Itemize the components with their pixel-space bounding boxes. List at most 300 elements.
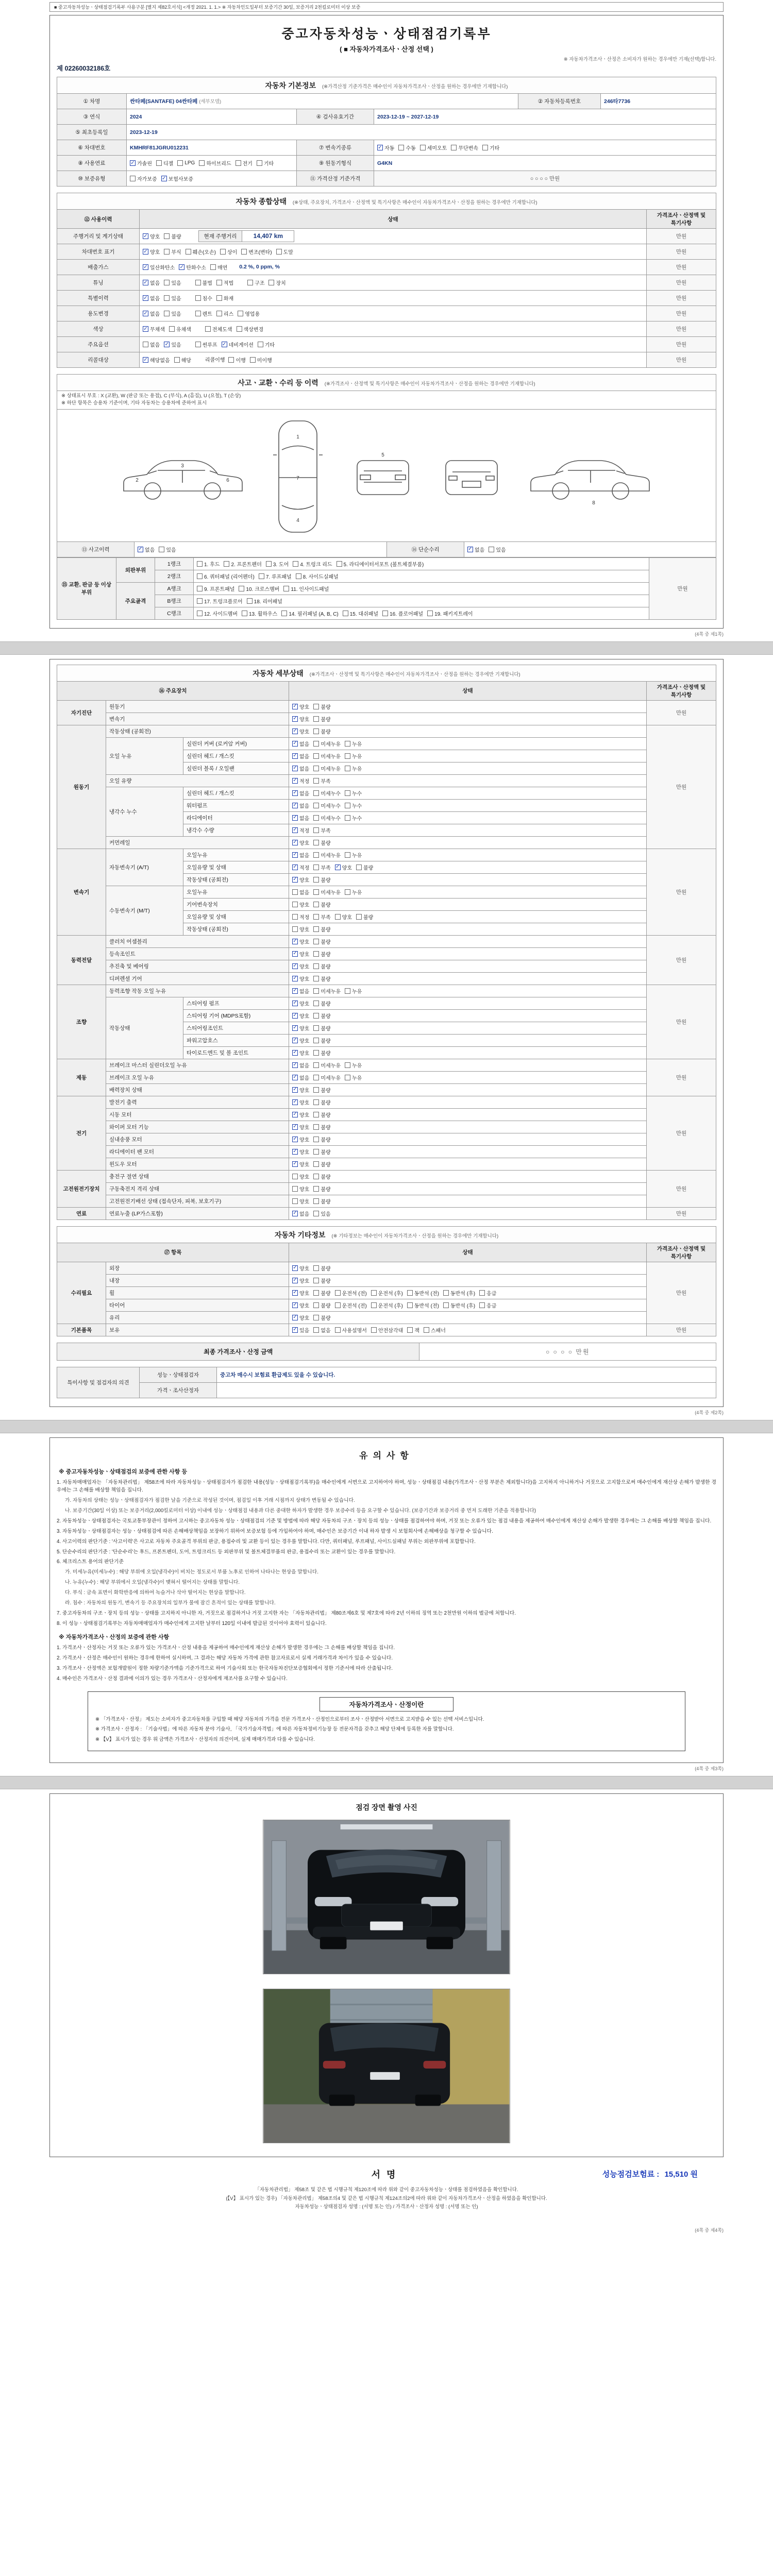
checkbox-option[interactable]: 썬루프	[195, 341, 217, 348]
cell: 와이퍼 모터 기능	[106, 1121, 289, 1133]
cell: 만원	[647, 725, 716, 849]
usage-label: 용도변경	[57, 306, 140, 321]
checkbox-option[interactable]: 없음	[292, 888, 309, 896]
checkbox-option[interactable]: 전기	[236, 159, 253, 167]
checkbox-option[interactable]: ✓ 없음	[143, 295, 160, 302]
cell	[289, 1009, 647, 1022]
reg-no-label: ② 자동차등록번호	[518, 94, 601, 109]
cell: 변속기	[106, 713, 289, 725]
cell: 오일누유	[183, 886, 289, 898]
checkbox-option[interactable]: 응급	[479, 1289, 496, 1297]
note-line: 8. 이 성능ㆍ상태점검기록부는 자동차매매업자가 매수인에게 고지한 날부터 120일 이내에 발급된 것이어야 효력이 있습니다.	[57, 1620, 327, 1626]
checkbox-option[interactable]: 불법	[195, 279, 212, 286]
checkbox-option[interactable]: ✓ 양호	[293, 728, 310, 735]
checkbox-option[interactable]: 누유	[345, 752, 362, 760]
checkbox-option[interactable]: 있음	[164, 279, 181, 286]
checkbox-option[interactable]: ✓ 양호	[293, 1111, 310, 1118]
checkbox-option[interactable]: 색상변경	[237, 325, 264, 333]
checkbox-option[interactable]: 매연	[210, 263, 227, 271]
device-highvoltage: 고전원전기장치	[57, 1170, 106, 1207]
checkbox-option[interactable]: ✓ 양호	[293, 1148, 310, 1156]
checkbox-option[interactable]: 불량	[313, 975, 330, 982]
cell	[194, 582, 649, 595]
cell: 작동상태 (공회전)	[183, 923, 289, 935]
checkbox-option[interactable]: ✓ 양호	[293, 1161, 310, 1168]
checkbox-option[interactable]: 미세누유	[313, 1074, 341, 1081]
diagram-num-radiator-support: 5	[381, 452, 384, 458]
cell	[289, 713, 647, 725]
checkbox-option[interactable]: ✓ 없음	[293, 753, 310, 760]
cell: 자동변속기 (A/T)	[106, 849, 183, 886]
checkbox-option[interactable]: 디젤	[156, 159, 173, 167]
vin-value: KMHRF81JGRU012231	[127, 140, 297, 156]
checkbox-option[interactable]: ✓ 탄화수소	[179, 264, 206, 271]
notices-list-2	[57, 1644, 716, 1683]
checkbox-option[interactable]: 불량	[313, 950, 330, 958]
checkbox-option[interactable]: 5. 라디에이터서포트 (볼트체결부품)	[337, 560, 424, 568]
warranty-label: ⑩ 보증유형	[57, 171, 127, 187]
checkbox-option[interactable]: ✓ 가솔린	[130, 160, 152, 167]
accident-flags-table	[57, 541, 716, 557]
checkbox-option[interactable]: 동반석 (후)	[443, 1289, 475, 1297]
checkbox-option[interactable]: ✓ 양호	[293, 1277, 310, 1284]
checkbox-option[interactable]: 누유	[345, 740, 362, 748]
checkbox-option[interactable]: 15. 대쉬패널	[343, 609, 378, 617]
cell	[289, 935, 647, 947]
checkbox-option[interactable]: ✓ 양호	[143, 248, 160, 256]
checkbox-option[interactable]: ✓ 양호	[293, 975, 310, 982]
checkbox-option[interactable]: 불량	[313, 1289, 330, 1297]
table-row	[57, 1274, 716, 1286]
cell	[194, 595, 649, 607]
checkbox-option[interactable]: ✓ 양호	[293, 839, 310, 846]
cell: 2랭크	[155, 570, 194, 582]
emission-value: 0.2 %, 0 ppm, %	[239, 264, 280, 270]
checkbox-option[interactable]: 양호	[335, 913, 352, 921]
checkbox-option[interactable]: 18. 리어패널	[247, 597, 282, 605]
row-usage-change	[57, 306, 716, 321]
checkbox-option[interactable]: 불량	[313, 1136, 330, 1143]
checkbox-option[interactable]: ✓ 적정	[293, 864, 310, 871]
checkbox-option[interactable]: 도말	[276, 248, 293, 256]
checkbox-option[interactable]: 렌트	[195, 310, 212, 317]
checkbox-option[interactable]: 있음	[159, 546, 176, 553]
checkbox-option[interactable]: 기타	[482, 144, 499, 151]
amount-cell: 만원	[647, 337, 716, 352]
cell: 실린더 블록 / 오일팬	[183, 762, 289, 774]
checkbox-option[interactable]: 운전석 (후)	[371, 1301, 403, 1309]
note-line: 2. 가격조사ㆍ산정은 매수인이 원하는 경우에 한하여 실시하며, 그 결과는 해당 자동차 가격에 관한 참고자료로서 실제 거래가격과 차이가 있을 수 있습니다.	[57, 1655, 393, 1662]
table-row	[57, 595, 716, 607]
checkbox-option[interactable]: 안전삼각대	[371, 1326, 403, 1334]
checkbox-option[interactable]: 리스	[216, 310, 233, 317]
checkbox-option[interactable]: ✓ 양호	[293, 1037, 310, 1044]
checkbox-option[interactable]: 불량	[164, 232, 181, 240]
checkbox-option[interactable]: 불량	[313, 1277, 330, 1284]
valid-label: ④ 검사유효기간	[297, 109, 374, 125]
option-label: 주요옵션	[57, 337, 140, 352]
checkbox-option[interactable]: ✓ 없음	[293, 1074, 310, 1081]
checkbox-option[interactable]: 운전석 (전)	[335, 1301, 367, 1309]
checkbox-option[interactable]: ✓ 적정	[293, 827, 310, 834]
title-block	[57, 21, 716, 77]
checkbox-option[interactable]: ✓ 양호	[293, 1314, 310, 1321]
base-price-value: ○ ○ ○ ○ 만원	[374, 171, 716, 187]
checkbox-option[interactable]: ✓ 양호	[293, 963, 310, 970]
checkbox-option[interactable]: ✓ 양호	[293, 1136, 310, 1143]
notices-title: 유의사항	[359, 1450, 414, 1461]
checkbox-option[interactable]: 미세누유	[313, 752, 341, 760]
note-line: ※ 가격조사ㆍ산정자 : 「기술사법」에 따른 자동차 분야 기술사, 「국가기술자격법」에 따른 자동차정비기능장 등 전문자격을 갖추고 해당 단체에 등록한 자를 말합니다.	[95, 1726, 454, 1733]
cell: 워터펌프	[183, 799, 289, 811]
checkbox-option[interactable]: 불량	[313, 1197, 330, 1205]
document-number: 제 02260032186호	[57, 65, 111, 72]
checkbox-option[interactable]: 미이행	[250, 356, 272, 364]
odometer-label: 현재 주행거리	[199, 231, 243, 242]
checkbox-option[interactable]: 미세누유	[313, 888, 341, 896]
checkbox-option[interactable]: 3. 도어	[266, 560, 289, 568]
checkbox-option[interactable]: 기타	[258, 341, 275, 348]
table-row	[57, 737, 716, 750]
checkbox-option[interactable]: 유채색	[169, 325, 191, 333]
checkbox-option[interactable]: 누수	[345, 814, 362, 822]
checkbox-option[interactable]: ✓ 양호	[293, 1302, 310, 1309]
checkbox-option[interactable]: 훼손(오손)	[186, 248, 216, 256]
checkbox-option[interactable]: ✓ 없음	[468, 546, 485, 553]
checkbox-option[interactable]: 누유	[345, 765, 362, 772]
simple-repair-label: ⑭ 단순수리	[387, 541, 464, 557]
checkbox-option[interactable]: 불량	[313, 1111, 330, 1118]
checkbox-option[interactable]: 미세누수	[313, 814, 341, 822]
cell	[289, 774, 647, 787]
device-powertrain: 동력전달	[57, 935, 106, 985]
checkbox-option[interactable]: 양호	[292, 1197, 309, 1205]
checkbox-option[interactable]: 장치	[268, 279, 285, 286]
checkbox-option[interactable]: 14. 필러패널 (A, B, C)	[281, 609, 338, 617]
checkbox-option[interactable]: 동반석 (후)	[443, 1301, 475, 1309]
checkbox-option[interactable]: 잭	[407, 1326, 419, 1334]
checkbox-option[interactable]: ✓ 양호	[293, 951, 310, 958]
table-row	[57, 570, 716, 582]
note-line: 6. 체크리스트 용어의 판단기준	[57, 1559, 124, 1565]
cell: 충전구 절연 상태	[106, 1170, 289, 1182]
checkbox-option[interactable]: 6. 쿼터패널 (리어펜더)	[197, 572, 255, 580]
checkbox-option[interactable]: 화재	[216, 294, 233, 302]
checkbox-option[interactable]: 부족	[313, 826, 330, 834]
checkbox-option[interactable]: ✓ 양호	[143, 233, 160, 240]
checkbox-option[interactable]: ✓ 없음	[293, 802, 310, 809]
checkbox-option[interactable]: 침수	[195, 294, 212, 302]
checkbox-option[interactable]: 부식	[164, 248, 181, 256]
legend-line-2: ※ 하단 항목은 승용차 기준이며, 기타 자동차는 승용차에 준하여 표시	[61, 400, 207, 406]
checkbox-option[interactable]: 부족	[313, 777, 330, 785]
cell: 냉각수 수량	[183, 824, 289, 836]
checkbox-option[interactable]: 불량	[313, 1024, 330, 1032]
checkbox-option[interactable]: 적정	[292, 913, 309, 921]
row-mileage	[57, 229, 716, 244]
cell: 고전원전기배선 상태 (접속단자, 피복, 보호기구)	[106, 1195, 289, 1207]
table-row	[57, 1133, 716, 1145]
checkbox-option[interactable]: 응급	[479, 1301, 496, 1309]
checkbox-option[interactable]: ✓ 없음	[143, 279, 160, 286]
checkbox-option[interactable]: ✓ 있음	[164, 341, 181, 348]
checkbox-option[interactable]: 불량	[313, 1160, 330, 1168]
checkbox-option[interactable]: 하이브리드	[199, 159, 231, 167]
checkbox-option[interactable]: 양호	[292, 901, 309, 908]
checkbox-option[interactable]: 2. 프론트펜더	[224, 560, 261, 568]
checkbox-option[interactable]: 불량	[313, 901, 330, 908]
checkbox-option[interactable]: 불량	[313, 876, 330, 884]
cell	[289, 1083, 647, 1096]
note-line: 1. 자동차매매업자는 「자동차관리법」 제58조에 따라 자동차성능ㆍ상태점검자가 점검한 내용(성능ㆍ상태점검기록부)을 매수인에게 서면으로 고지하여야 하며, 성능ㆍ상태점검 내용(가격조사ㆍ산정 부분은 제외합니다)을 고지하지 아니하거나 거짓으로 고지함으로써 매수인에게 재산상 손해가 발생한 경우에는 그 손해를 배상할 책임을 집니다.	[57, 1479, 716, 1494]
checkbox-option[interactable]: 있음	[313, 1210, 330, 1217]
cell: 윈도우 모터	[106, 1158, 289, 1170]
checkbox-option[interactable]: 불량	[313, 1264, 330, 1272]
opinion-inspector-label: 성능ㆍ상태점검자	[140, 1367, 217, 1382]
note-line: 3. 자동차성능ㆍ상태점검자는 성능ㆍ상태점검에 따른 손해배상책임을 보장하기 위하여 보증보험 등에 가입하여야 하며, 매수인은 보증기간 이내 하자 발생 시 보험회사에 손해배상을 청구할 수 있습니다.	[57, 1528, 493, 1534]
checkbox-option[interactable]: 스패너	[424, 1326, 446, 1334]
checkbox-option[interactable]: 있음	[164, 310, 181, 317]
opinion-appraiser-text	[217, 1382, 716, 1398]
checkbox-option[interactable]: 전체도색	[205, 325, 232, 333]
option-sub-options	[195, 341, 279, 347]
checkbox-option[interactable]: 불량	[313, 962, 330, 970]
checkbox-option[interactable]: 있음	[164, 294, 181, 302]
checkbox-option[interactable]: 기타	[257, 159, 274, 167]
cell	[289, 750, 647, 762]
checkbox-option[interactable]: 해당	[174, 356, 191, 364]
diagram-num-side-sill: 8	[592, 500, 595, 506]
device-steering: 조향	[57, 985, 106, 1059]
cell	[289, 1145, 647, 1158]
checkbox-option[interactable]: 불량	[313, 727, 330, 735]
base-price-label: ⑪ 가격산정 기준가격	[297, 171, 374, 187]
page-separator	[0, 641, 773, 655]
checkbox-option[interactable]: 13. 휠하우스	[242, 609, 277, 617]
section-detail	[57, 665, 716, 681]
cell: 파워고압호스	[183, 1034, 289, 1046]
checkbox-option[interactable]: ✓ 없음	[143, 310, 160, 317]
checkbox-option[interactable]: 7. 루프패널	[259, 572, 292, 580]
checkbox-option[interactable]: ✓ 양호	[293, 716, 310, 723]
checkbox-option[interactable]: 불량	[313, 1148, 330, 1156]
cell: 오일 누유	[106, 737, 183, 774]
checkbox-option[interactable]: 있음	[489, 546, 506, 553]
checkbox-option[interactable]: 구조	[247, 279, 264, 286]
checkbox-option[interactable]: ✓ 네비게이션	[222, 341, 254, 348]
vin-mark-options	[140, 244, 647, 260]
checkbox-option[interactable]: ✓ 양호	[293, 1290, 310, 1297]
checkbox-option[interactable]: 미세누유	[313, 740, 341, 748]
emission-options	[143, 264, 231, 270]
checkbox-option[interactable]: ✓ 양호	[293, 1025, 310, 1032]
checkbox-option[interactable]: ✓ 양호	[293, 938, 310, 945]
recall-label: 리콜대상	[57, 352, 140, 368]
cell	[289, 1071, 647, 1083]
checkbox-option[interactable]: ✓ 양호	[293, 1049, 310, 1057]
accident-history-options	[135, 541, 387, 557]
checkbox-option[interactable]: 세미오토	[420, 144, 447, 151]
checkbox-option[interactable]: 이행	[228, 356, 245, 364]
checkbox-option[interactable]: 양호	[292, 925, 309, 933]
cell: 브레이크 마스터 실린더오일 누유	[106, 1059, 289, 1071]
cell	[289, 910, 647, 923]
checkbox-option[interactable]: 없음	[143, 341, 160, 348]
checkbox-option[interactable]: 누수	[345, 802, 362, 809]
checkbox-option[interactable]: 상이	[220, 248, 237, 256]
checkbox-option[interactable]: 불량	[313, 1086, 330, 1094]
checkbox-option[interactable]: 4. 트렁크 리드	[293, 560, 332, 568]
checkbox-option[interactable]: 없음	[313, 1326, 330, 1334]
checkbox-option[interactable]: 변조(변타)	[241, 248, 272, 256]
checkbox-option[interactable]: ✓ 양호	[335, 864, 352, 871]
checkbox-option[interactable]: 1. 후드	[197, 560, 220, 568]
checkbox-option[interactable]: ✓ 없음	[293, 765, 310, 772]
checkbox-option[interactable]: LPG	[177, 160, 195, 166]
checkbox-option[interactable]: ✓ 있음	[293, 1327, 310, 1334]
checkbox-option[interactable]: 17. 트렁크플로어	[197, 597, 243, 605]
overall-table	[57, 209, 716, 368]
checkbox-option[interactable]: ✓ 양호	[293, 876, 310, 884]
opinion-label: 특이사항 및 점검자의 의견	[57, 1367, 140, 1398]
checkbox-option[interactable]: 누유	[345, 1074, 362, 1081]
checkbox-option[interactable]: 불량	[313, 1314, 330, 1321]
checkbox-option[interactable]: 적법	[216, 279, 233, 286]
checkbox-option[interactable]: 누유	[345, 987, 362, 995]
checkbox-option[interactable]: 불량	[313, 1173, 330, 1180]
checkbox-option[interactable]: 누유	[345, 888, 362, 896]
mileage-label: 주행거리 및 계기상태	[57, 229, 140, 244]
checkbox-option[interactable]: 미세누유	[313, 1061, 341, 1069]
checkbox-option[interactable]: ✓ 없음	[293, 790, 310, 797]
checkbox-option[interactable]: ✓ 없음	[293, 852, 310, 859]
checkbox-option[interactable]: ✓ 적정	[293, 777, 310, 785]
checkbox-option[interactable]: ✓ 없음	[293, 815, 310, 822]
checkbox-option[interactable]: ✓ 무채색	[143, 326, 165, 333]
checkbox-option[interactable]: 누수	[345, 789, 362, 797]
checkbox-option[interactable]: 불량	[313, 938, 330, 945]
checkbox-option[interactable]: 불량	[356, 863, 373, 871]
checkbox-option[interactable]: 불량	[313, 715, 330, 723]
cell	[289, 1324, 647, 1336]
checkbox-option[interactable]: 누유	[345, 851, 362, 859]
table-row	[57, 972, 716, 985]
checkbox-option[interactable]: 불량	[313, 1049, 330, 1057]
checkbox-option[interactable]: ✓ 양호	[293, 703, 310, 710]
checkbox-option[interactable]: ✓ 양호	[293, 1124, 310, 1131]
checkbox-option[interactable]: 미세누유	[313, 987, 341, 995]
checkbox-option[interactable]: 9. 프론트패널	[197, 585, 234, 592]
checkbox-option[interactable]: 부족	[313, 913, 330, 921]
table-row	[57, 607, 716, 619]
cell: 오일유량 및 상태	[183, 861, 289, 873]
cell: 스티어링 기어 (MDPS포함)	[183, 1009, 289, 1022]
note-line: 5. 단순수리의 판단기준 : '단순수리'는 후드, 프론트펜더, 도어, 트렁크리드 등 외판부위 및 볼트체결부품의 판금, 용접수리 또는 교환이 있는 경우를 말합니다.	[57, 1549, 396, 1555]
checkbox-option[interactable]: 동반석 (전)	[407, 1301, 439, 1309]
section-accident-title: 사고ㆍ교환ㆍ수리 등 이력	[238, 379, 318, 387]
car-side-left-view	[116, 442, 245, 511]
checkbox-option[interactable]: 누유	[345, 1061, 362, 1069]
checkbox-option[interactable]: ✓ 양호	[293, 1087, 310, 1094]
checkbox-option[interactable]: ✓ 양호	[293, 1000, 310, 1007]
engine-value: G4KN	[374, 156, 716, 171]
table-row	[57, 557, 716, 570]
checkbox-option[interactable]: 불량	[313, 703, 330, 710]
checkbox-option[interactable]: 11. 인사이드패널	[283, 585, 329, 592]
checkbox-option[interactable]: 불량	[313, 1185, 330, 1193]
device-engine: 원동기	[57, 725, 106, 849]
checkbox-option[interactable]: 불량	[313, 1012, 330, 1020]
checkbox-option[interactable]: ✓ 양호	[293, 1099, 310, 1106]
checkbox-option[interactable]: 불량	[313, 925, 330, 933]
checkbox-option[interactable]: 불량	[313, 1037, 330, 1044]
checkbox-option[interactable]: 미세누유	[313, 851, 341, 859]
vin-mark-label: 차대번호 표기	[57, 244, 140, 260]
checkbox-option[interactable]: 동반석 (전)	[407, 1289, 439, 1297]
notices-list-1	[57, 1479, 716, 1628]
checkbox-option[interactable]: ✓ 일산화탄소	[143, 264, 175, 271]
checkbox-option[interactable]: 10. 크로스멤버	[239, 585, 279, 592]
checkbox-option[interactable]: 불량	[313, 999, 330, 1007]
checkbox-option[interactable]: 12. 사이드멤버	[197, 609, 238, 617]
opinion-appraiser-label: 가격ㆍ조사산정자	[140, 1382, 217, 1398]
checkbox-option[interactable]: 부족	[313, 863, 330, 871]
checkbox-option[interactable]: 미세누수	[313, 789, 341, 797]
section-detail-title: 자동차 세부상태	[253, 669, 304, 677]
checkbox-option[interactable]: 19. 패키지트레이	[427, 609, 473, 617]
checkbox-option[interactable]: ✓ 없음	[293, 1062, 310, 1069]
checkbox-option[interactable]: 수동	[398, 144, 415, 151]
section-basic-note: (※가격산정 기준가격은 매수인이 자동차가격조사ㆍ산정을 원하는 경우에만 기재합니다)	[322, 84, 508, 90]
cell	[289, 725, 647, 737]
checkbox-option[interactable]: 운전석 (후)	[371, 1289, 403, 1297]
cell: 디퍼렌셜 기어	[106, 972, 289, 985]
checkbox-option[interactable]: ✓ 없음	[293, 740, 310, 748]
checkbox-option[interactable]: 불량	[313, 1123, 330, 1131]
checkbox-option[interactable]: 사용설명서	[335, 1326, 367, 1334]
checkbox-option[interactable]: 불량	[313, 1098, 330, 1106]
checkbox-option[interactable]: ✓ 양호	[293, 1012, 310, 1020]
checkbox-option[interactable]: ✓ 없음	[293, 988, 310, 995]
cell	[289, 1121, 647, 1133]
checkbox-option[interactable]: 불량	[313, 1301, 330, 1309]
checkbox-option[interactable]: 운전석 (전)	[335, 1289, 367, 1297]
checkbox-option[interactable]: 미세누유	[313, 765, 341, 772]
checkbox-option[interactable]: ✓ 양호	[293, 1265, 310, 1272]
checkbox-option[interactable]: 불량	[313, 839, 330, 846]
checkbox-option[interactable]: ✓ 없음	[138, 546, 155, 553]
checkbox-option[interactable]: 8. 사이드실패널	[296, 572, 339, 580]
tuning-state	[140, 275, 647, 291]
cell: 실린더 헤드 / 개스킷	[183, 787, 289, 799]
checkbox-option[interactable]: ✓ 보험사보증	[161, 175, 193, 182]
checkbox-option[interactable]: ✓ 자동	[378, 144, 395, 151]
checkbox-option[interactable]: 양호	[292, 1185, 309, 1193]
checkbox-option[interactable]: 무단변속	[451, 144, 478, 151]
checkbox-option[interactable]: 불량	[356, 913, 373, 921]
checkbox-option[interactable]: 자가보증	[130, 175, 157, 182]
checkbox-option[interactable]: ✓ 없음	[293, 1210, 310, 1217]
form-reference: ■ 중고자동차성능ㆍ상태점검기록부 사용구분 [별지 제82호서식] <개정 2021. 1. 1.> ※ 자동차인도일부터 보증기간 30일, 보증거리 2천킬로미터 이상 보증	[49, 2, 724, 12]
amount-cell: 만원	[647, 352, 716, 368]
checkbox-option[interactable]: ✓ 해당없음	[143, 357, 170, 364]
checkbox-option[interactable]: 양호	[292, 1173, 309, 1180]
checkbox-option[interactable]: 16. 플로어패널	[382, 609, 423, 617]
checkbox-option[interactable]: 미세누수	[313, 802, 341, 809]
checkbox-option[interactable]: 영업용	[238, 310, 260, 317]
misc-table	[57, 1243, 716, 1336]
cell	[289, 1274, 647, 1286]
